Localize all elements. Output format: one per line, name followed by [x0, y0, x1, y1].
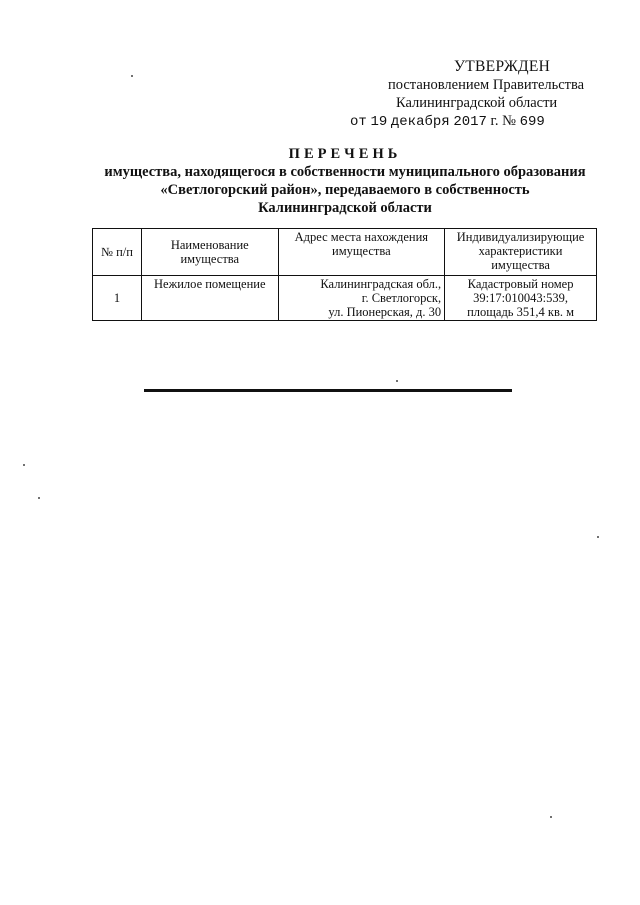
approval-line-1: постановлением Правительства: [388, 77, 585, 93]
table-header-row: [93, 229, 597, 276]
cell-name: Нежилое помещение: [142, 276, 279, 321]
year-suffix: г. №: [490, 113, 516, 129]
table-row: [93, 276, 597, 321]
char-line-3: площадь 351,4 кв. м: [467, 305, 575, 319]
date-day: 19: [370, 114, 388, 130]
header-address: Адрес места нахождения имущества: [278, 229, 445, 276]
document-title: ПЕРЕЧЕНЬ: [288, 146, 402, 162]
scan-speck: [597, 536, 599, 538]
cell-characteristics: [445, 276, 597, 321]
cell-num: 1: [93, 276, 142, 321]
approval-title: УТВЕРЖДЕН: [454, 58, 551, 75]
closing-rule: [144, 389, 512, 392]
approval-line-2: Калининградской области: [396, 95, 558, 111]
scan-speck: [550, 816, 552, 818]
scan-speck: [23, 464, 25, 466]
scan-speck: [396, 380, 398, 382]
decree-number: 699: [519, 114, 545, 130]
approval-date-line: [350, 113, 545, 130]
property-table: [92, 228, 597, 321]
header-name: Наименование имущества: [142, 229, 279, 276]
date-month: декабря: [390, 114, 450, 130]
cell-address: [278, 276, 445, 321]
address-line-2: г. Светлогорск,: [361, 291, 442, 305]
header-num: № п/п: [93, 229, 142, 276]
subtitle-line-3: Калининградской области: [258, 200, 432, 216]
address-line-1: Калининградская обл.,: [320, 277, 442, 291]
header-characteristics: Индивидуализирующие характеристики имущества: [445, 229, 597, 276]
char-line-2: 39:17:010043:539,: [473, 291, 568, 305]
subtitle-line-1: имущества, находящегося в собственности муниципального образования: [104, 164, 586, 180]
subtitle-line-2: «Светлогорский район», передаваемого в собственность: [160, 182, 530, 198]
date-prefix: от: [350, 114, 367, 130]
address-line-3: ул. Пионерская, д. 30: [328, 305, 442, 319]
scan-speck: [38, 497, 40, 499]
char-line-1: Кадастровый номер: [467, 277, 574, 291]
scan-speck: [131, 75, 133, 77]
document-subtitle: [70, 163, 620, 217]
date-year: 2017: [453, 114, 487, 130]
